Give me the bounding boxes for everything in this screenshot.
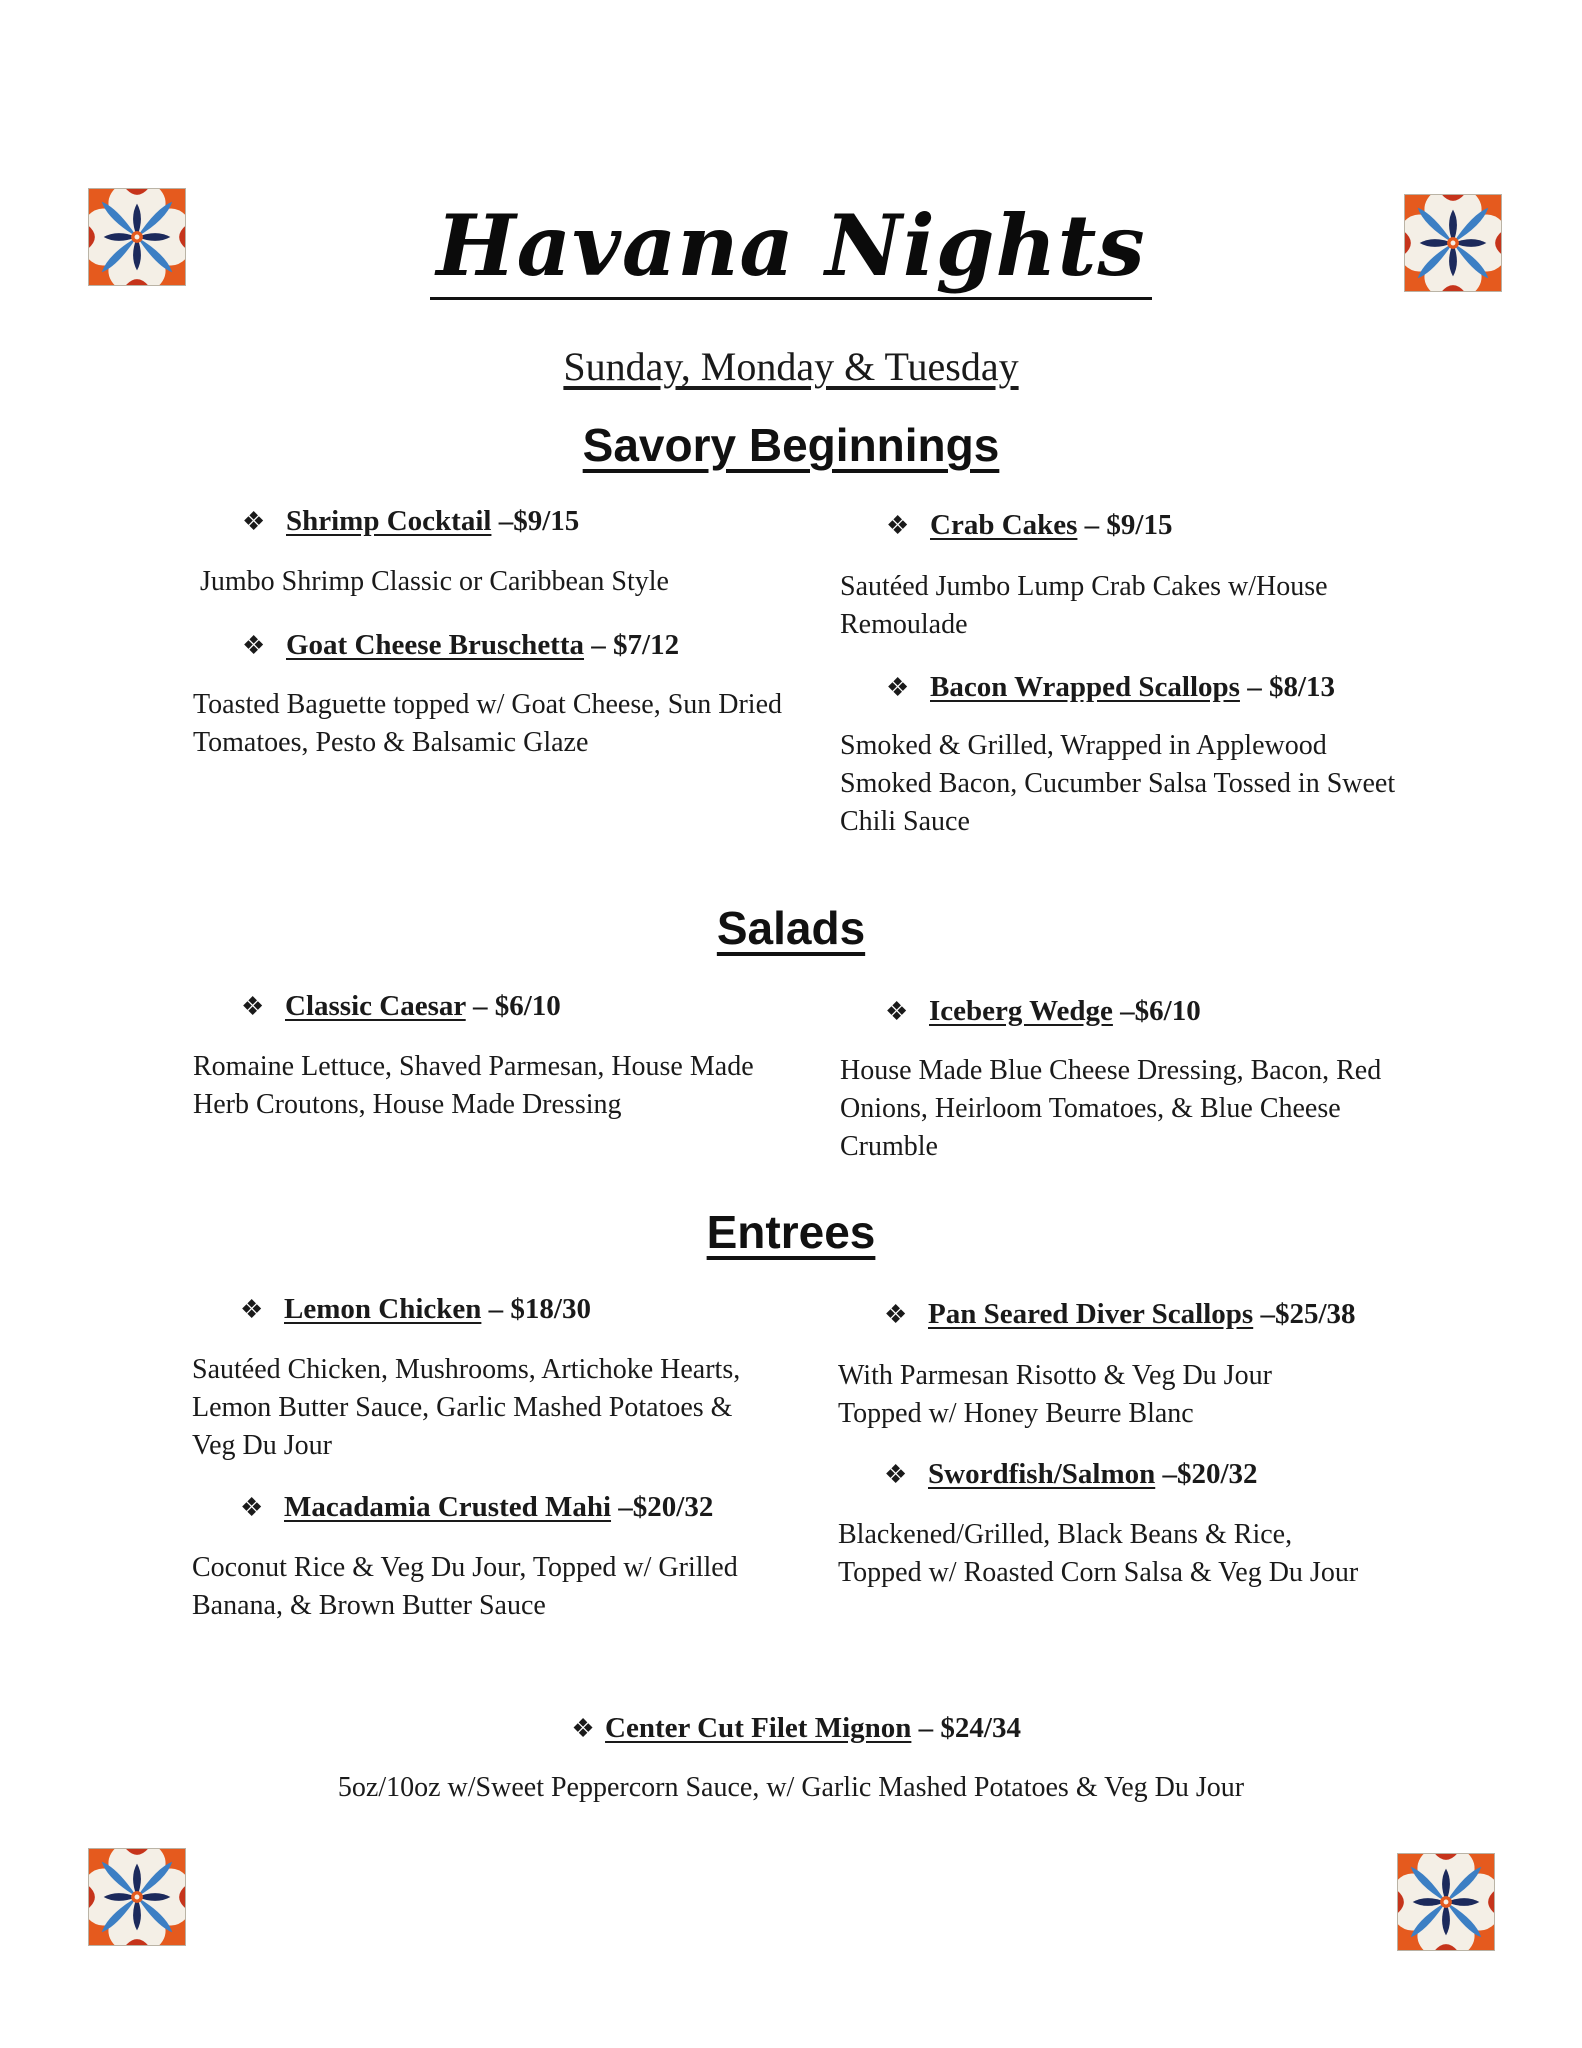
item-bacon-scallops-heading: ❖ Bacon Wrapped Scallops – $8/13 [886,671,1336,703]
diamond-bullet-icon: ❖ [886,673,910,702]
diamond-bullet-icon: ❖ [884,1300,908,1329]
diamond-bullet-icon: ❖ [885,997,909,1026]
item-goat-cheese-heading: ❖ Goat Cheese Bruschetta – $7/12 [242,629,680,661]
diamond-bullet-icon: ❖ [240,1493,264,1522]
item-iceberg-wedge-desc: House Made Blue Cheese Dressing, Bacon, Red Onions, Heirloom Tomatoes, & Blue Cheese Crumble [840,1055,1382,1162]
item-filet-mignon-desc: 5oz/10oz w/Sweet Peppercorn Sauce, w/ Garlic Mashed Potatoes & Veg Du Jour [337,1772,1245,1803]
item-macadamia-mahi-desc: Coconut Rice & Veg Du Jour, Topped w/ Grilled Banana, & Brown Butter Sauce [192,1552,738,1621]
spanish-tile-icon [84,1848,190,1946]
item-crab-cakes-desc: Sautéed Jumbo Lump Crab Cakes w/House Remoulade [840,571,1328,640]
item-bacon-scallops-desc: Smoked & Grilled, Wrapped in Applewood Smoked Bacon, Cucumber Salsa Tossed in Sweet Chili Sauce [840,730,1396,837]
item-classic-caesar-desc: Romaine Lettuce, Shaved Parmesan, House Made Herb Croutons, House Made Dressing [193,1051,754,1120]
section-title-entrees: Entrees [706,1206,876,1258]
diamond-bullet-icon: ❖ [571,1714,595,1743]
diamond-bullet-icon: ❖ [884,1460,908,1489]
item-swordfish-salmon-heading: ❖ Swordfish/Salmon –$20/32 [884,1458,1258,1490]
item-lemon-chicken-heading: ❖ Lemon Chicken – $18/30 [240,1293,591,1325]
item-lemon-chicken-desc: Sautéed Chicken, Mushrooms, Artichoke Hearts, Lemon Butter Sauce, Garlic Mashed Potatoes & Veg Du Jour [192,1354,741,1461]
menu-days: Sunday, Monday & Tuesday [563,344,1019,389]
item-shrimp-cocktail-desc: Jumbo Shrimp Classic or Caribbean Style [200,566,669,597]
item-macadamia-mahi-heading: ❖ Macadamia Crusted Mahi –$20/32 [240,1491,714,1523]
item-goat-cheese-desc: Toasted Baguette topped w/ Goat Cheese, Sun Dried Tomatoes, Pesto & Balsamic Glaze [193,689,783,758]
corner-tile-bottom-left [84,1848,190,1946]
item-classic-caesar-heading: ❖ Classic Caesar – $6/10 [241,990,561,1022]
menu-title: Havana Nights [0,196,1582,295]
diamond-bullet-icon: ❖ [241,992,265,1021]
item-crab-cakes-heading: ❖ Crab Cakes – $9/15 [886,509,1173,541]
item-diver-scallops-heading: ❖ Pan Seared Diver Scallops –$25/38 [884,1298,1356,1330]
diamond-bullet-icon: ❖ [242,507,266,536]
item-iceberg-wedge-heading: ❖ Iceberg Wedge –$6/10 [885,995,1201,1027]
section-title-salads: Salads [716,902,866,954]
corner-tile-bottom-right [1393,1853,1499,1951]
item-swordfish-salmon-desc: Blackened/Grilled, Black Beans & Rice, Topped w/ Roasted Corn Salsa & Veg Du Jour [838,1519,1359,1588]
item-shrimp-cocktail-heading: ❖ Shrimp Cocktail –$9/15 [242,505,580,537]
spanish-tile-icon [1393,1853,1499,1951]
item-filet-mignon-heading: ❖ Center Cut Filet Mignon – $24/34 [0,1712,1582,1745]
diamond-bullet-icon: ❖ [240,1295,264,1324]
diamond-bullet-icon: ❖ [242,631,266,660]
section-title-beginnings: Savory Beginnings [582,419,1000,471]
diamond-bullet-icon: ❖ [886,511,910,540]
item-diver-scallops-desc: With Parmesan Risotto & Veg Du Jour Topped w/ Honey Beurre Blanc [838,1360,1272,1429]
